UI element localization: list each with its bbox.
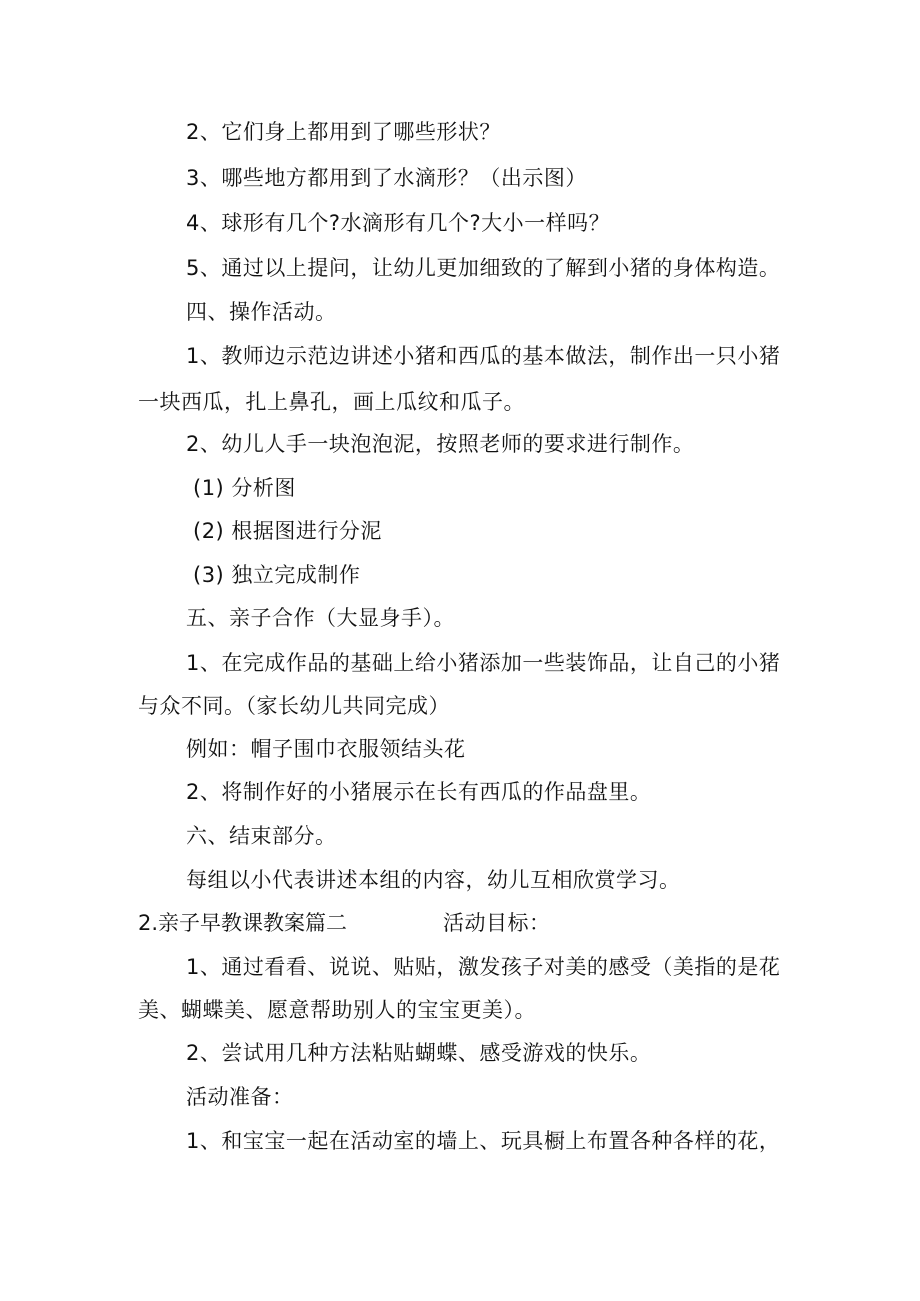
- goal-1-line-2: 美、蝴蝶美、愿意帮助别人的宝宝更美）。: [138, 998, 536, 1022]
- substep-1: (1) 分析图: [193, 476, 296, 500]
- parent-step-2: 2、将制作好的小猪展示在长有西瓜的作品盘里。: [186, 780, 652, 804]
- step-2: 2、幼儿人手一块泡泡泥，按照老师的要求进行制作。: [186, 432, 695, 456]
- section-heading-5: 五、亲子合作（大显身手）。: [186, 606, 455, 630]
- question-3: 3、哪些地方都用到了水滴形？（出示图）: [186, 166, 587, 190]
- substep-2: (2) 根据图进行分泥: [193, 519, 382, 543]
- preparation-label: 活动准备：: [186, 1085, 294, 1109]
- substep-3: (3) 独立完成制作: [193, 563, 361, 587]
- question-5: 5、通过以上提问，让幼儿更加细致的了解到小猪的身体构造。: [186, 256, 781, 280]
- section-heading-6: 六、结束部分。: [186, 824, 337, 848]
- step-1-line-1: 1、教师边示范边讲述小猪和西瓜的基本做法，制作出一只小猪: [186, 344, 781, 368]
- question-2: 2、它们身上都用到了哪些形状？: [186, 120, 501, 144]
- lesson-title: 2.亲子早教课教案篇二: [138, 911, 348, 935]
- lesson-goal-label: 活动目标：: [443, 911, 551, 935]
- parent-step-1-line-2: 与众不同。（家长幼儿共同完成）: [138, 694, 450, 718]
- closing-line: 每组以小代表讲述本组的内容，幼儿互相欣赏学习。: [186, 868, 681, 892]
- parent-step-1-line-1: 1、在完成作品的基础上给小猪添加一些装饰品，让自己的小猪: [186, 651, 781, 675]
- preparation-1: 1、和宝宝一起在活动室的墙上、玩具橱上布置各种各样的花，: [186, 1129, 781, 1153]
- goal-1-line-1: 1、通过看看、说说、贴贴，激发孩子对美的感受（美指的是花: [186, 955, 781, 979]
- example-line: 例如：帽子围巾衣服领结头花: [186, 737, 466, 761]
- step-1-line-2: 一块西瓜，扎上鼻孔，画上瓜纹和瓜子。: [138, 390, 525, 414]
- goal-2: 2、尝试用几种方法粘贴蝴蝶、感受游戏的快乐。: [186, 1041, 652, 1065]
- lesson-heading: [138, 908, 551, 938]
- section-heading-4: 四、操作活动。: [186, 300, 337, 324]
- question-4: 4、球形有几个?水滴形有几个?大小一样吗？: [186, 211, 611, 235]
